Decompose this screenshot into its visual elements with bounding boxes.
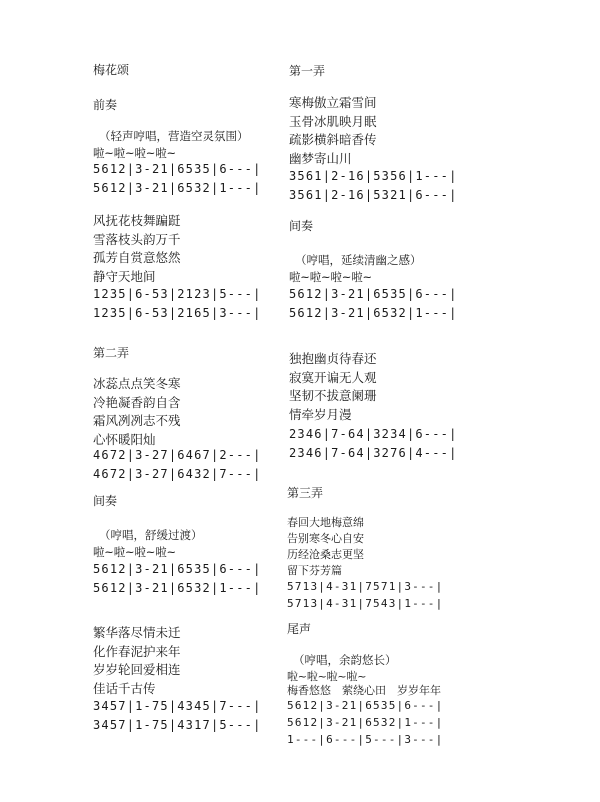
coda-heading: 尾声 — [287, 622, 312, 636]
notation-line: 5612|3-21|6535|6---| — [93, 562, 262, 576]
section1-heading: 第一弄 — [289, 64, 326, 78]
notation-line: 5612|3-21|6535|6---| — [287, 699, 444, 712]
interlude2-lala: 啦~啦~啦~啦~ — [93, 545, 176, 559]
notation-line: 4672|3-27|6467|2---| — [93, 448, 262, 462]
lyric-line: 佳话千古传 — [93, 680, 156, 696]
lyric-line: 化作春泥护来年 — [93, 643, 181, 659]
notation-line: 4672|3-27|6432|7---| — [93, 467, 262, 481]
notation-line: 5612|3-21|6532|1---| — [93, 581, 262, 595]
interlude2-note: （哼唱，舒缓过渡） — [99, 528, 203, 542]
interlude2-notation — [93, 560, 262, 598]
interlude1-heading: 间奏 — [289, 219, 314, 233]
notation-line: 5612|3-21|6535|6---| — [93, 162, 262, 176]
lyric-line: 岁岁轮回爱相连 — [93, 662, 181, 677]
section1-lyrics — [289, 94, 377, 168]
interlude2-heading: 间奏 — [93, 494, 118, 508]
section1-notation — [289, 167, 458, 205]
verse3-notation — [289, 425, 458, 463]
section2-lyrics — [93, 375, 181, 449]
notation-line: 3561|2-16|5356|1---| — [289, 169, 458, 183]
notation-line: 5713|4-31|7571|3---| — [287, 580, 444, 593]
verse4-lyrics — [93, 624, 181, 698]
notation-line: 5713|4-31|7543|1---| — [287, 597, 444, 610]
lyric-line: 情牵岁月漫 — [289, 406, 352, 422]
prelude-lala: 啦~啦~啦~啦~ — [93, 146, 176, 160]
verse1-lyrics — [93, 212, 181, 286]
lyric-line: 幽梦寄山川 — [289, 150, 352, 166]
interlude1-notation — [289, 285, 458, 323]
lyric-line: 告别寒冬心自安 — [287, 532, 364, 545]
notation-line: 3457|1-75|4317|5---| — [93, 718, 262, 732]
verse3-lyrics — [289, 350, 377, 424]
lyric-line: 繁华落尽情未迁 — [93, 625, 181, 640]
lyric-line: 心怀暖阳灿 — [93, 431, 156, 447]
lyric-line: 留下芬芳篇 — [287, 564, 342, 577]
prelude-heading: 前奏 — [93, 98, 118, 112]
coda-lala: 啦~啦~啦~啦~ — [287, 670, 367, 683]
lyric-line: 疏影横斜暗香传 — [289, 132, 377, 147]
lyric-line: 寒梅傲立霜雪间 — [289, 95, 377, 110]
lyric-line: 静守天地间 — [93, 268, 156, 284]
notation-line: 3561|2-16|5321|6---| — [289, 188, 458, 202]
lyric-line: 玉骨冰肌映月眠 — [289, 113, 377, 129]
coda-ending: 梅香悠悠 萦绕心田 岁岁年年 — [287, 684, 441, 697]
section2-heading: 第二弄 — [93, 346, 130, 360]
notation-line: 3457|1-75|4345|7---| — [93, 699, 262, 713]
lyric-line: 风抚花枝舞蹁跹 — [93, 213, 181, 228]
coda-notation — [287, 697, 443, 748]
section3-heading: 第三弄 — [287, 486, 324, 500]
song-title: 梅花颂 — [93, 63, 130, 77]
lyric-line: 独抱幽贞待春还 — [289, 351, 377, 366]
section3-notation — [287, 578, 443, 612]
lyric-line: 霜风冽冽志不残 — [93, 413, 181, 428]
lyric-line: 春回大地梅意绵 — [287, 516, 364, 529]
notation-line: 1235|6-53|2165|3---| — [93, 306, 262, 320]
verse1-notation — [93, 285, 262, 323]
lyric-line: 雪落枝头韵万千 — [93, 231, 181, 247]
interlude1-note: （哼唱，延续清幽之感） — [295, 253, 422, 267]
notation-line: 1235|6-53|2123|5---| — [93, 287, 262, 301]
verse4-notation — [93, 697, 262, 735]
prelude-notation — [93, 160, 262, 198]
interlude1-lala: 啦~啦~啦~啦~ — [289, 270, 372, 284]
lyric-line: 冷艳凝香韵自含 — [93, 394, 181, 410]
notation-line: 2346|7-64|3276|4---| — [289, 446, 458, 460]
notation-line: 2346|7-64|3234|6---| — [289, 427, 458, 441]
lyric-line: 孤芳自赏意悠然 — [93, 250, 181, 265]
notation-line: 5612|3-21|6532|1---| — [287, 716, 444, 729]
lyric-line: 寂寞开谝无人观 — [289, 369, 377, 385]
section2-notation — [93, 446, 262, 484]
notation-line: 1---|6---|5---|3---| — [287, 733, 444, 746]
lyric-line: 冰蕊点点笑冬寒 — [93, 376, 181, 391]
notation-line: 5612|3-21|6535|6---| — [289, 287, 458, 301]
notation-line: 5612|3-21|6532|1---| — [93, 181, 262, 195]
lyric-line: 历经沧桑志更坚 — [287, 548, 364, 561]
notation-line: 5612|3-21|6532|1---| — [289, 306, 458, 320]
section3-lyrics — [287, 515, 364, 579]
coda-note: （哼唱，余韵悠长） — [293, 653, 397, 667]
lyric-line: 坚韧不拔意阑珊 — [289, 388, 377, 403]
prelude-note: （轻声哼唱，营造空灵氛围） — [99, 129, 249, 143]
